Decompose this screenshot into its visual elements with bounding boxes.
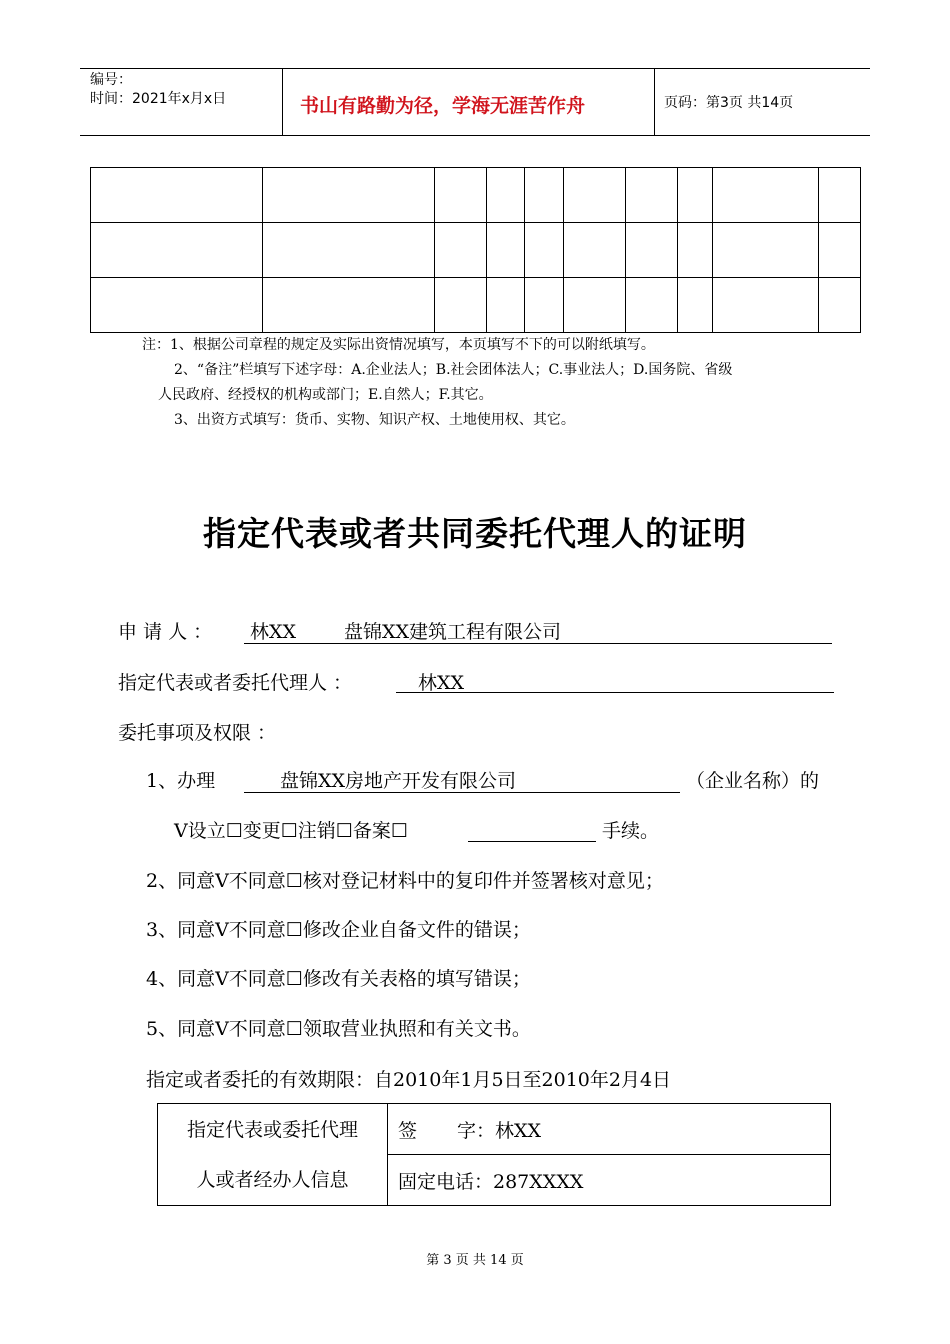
- item1-blank-underline: [468, 841, 596, 842]
- investor-table: [90, 167, 861, 333]
- applicant-underline: [244, 643, 832, 644]
- agent-label: 指定代表或者委托代理人 ：: [118, 672, 353, 694]
- item-3: 3、同意V不同意☐修改企业自备文件的错误；: [146, 919, 531, 941]
- header-divider: [654, 69, 655, 136]
- signature-label: 签: [398, 1119, 418, 1142]
- scope-label: 委托事项及权限 ：: [118, 722, 277, 744]
- header-divider: [282, 69, 283, 136]
- info-label-cell: [158, 1104, 388, 1206]
- item-5: 5、同意V不同意☐领取营业执照和有关文书。: [146, 1018, 531, 1040]
- item1-options: V设立☐变更☐注销☐备案☐: [174, 820, 408, 842]
- signature-cell: [388, 1104, 831, 1155]
- page-footer: 第 3 页 共 14 页: [426, 1253, 524, 1268]
- note-line-2: 2、“备注”栏填写下述字母：A.企业法人；B.社会团体法人；C.事业法人；D.国务院、省级: [174, 362, 733, 378]
- agent-underline: [396, 692, 834, 693]
- info-label-line-2: 人或者经办人信息: [196, 1168, 349, 1191]
- table-row: [91, 223, 861, 278]
- table-row: [158, 1104, 831, 1155]
- document-title: 指定代表或者共同委托代理人的证明: [203, 514, 747, 553]
- signature-value: 字：林XX: [457, 1119, 542, 1142]
- phone-cell: 固定电话：287XXXX: [388, 1155, 831, 1206]
- doc-time-label: 时间：2021年x月x日: [90, 91, 227, 107]
- item-2: 2、同意V不同意☐核对登记材料中的复印件并签署核对意见；: [146, 870, 664, 892]
- validity-period: 指定或者委托的有效期限：自2010年1月5日至2010年2月4日: [146, 1069, 672, 1091]
- item1-suffix: （企业名称）的: [686, 770, 820, 792]
- note-line-3: 人民政府、经授权的机构或部门；E.自然人；F.其它。: [158, 387, 493, 403]
- item1-company: 盘锦XX房地产开发有限公司: [280, 770, 517, 792]
- page-indicator: 页码：第3页 共14页: [664, 95, 794, 111]
- agent-name: 林XX: [418, 672, 465, 694]
- applicant-name: 林XX: [250, 621, 297, 643]
- table-row: [91, 278, 861, 333]
- agent-info-table: [157, 1103, 831, 1206]
- header-bottom-rule: [80, 135, 870, 136]
- table-row: [91, 168, 861, 223]
- info-label-line-1: 指定代表或委托代理: [186, 1118, 358, 1141]
- doc-number-label: 编号：: [90, 72, 132, 88]
- header-motto: 书山有路勤为径，学海无涯苦作舟: [300, 95, 586, 117]
- item1-company-underline: [244, 792, 680, 793]
- item-4: 4、同意V不同意☐修改有关表格的填写错误；: [146, 968, 531, 990]
- applicant-company: 盘锦XX建筑工程有限公司: [344, 621, 562, 643]
- item1-prefix: 1、办理: [146, 770, 216, 792]
- note-line-1: 注：1、根据公司章程的规定及实际出资情况填写，本页填写不下的可以附纸填写。: [142, 337, 655, 353]
- applicant-label: 申 请 人 ：: [118, 621, 213, 643]
- header-top-rule: [80, 68, 870, 69]
- note-line-4: 3、出资方式填写：货币、实物、知识产权、土地使用权、其它。: [174, 412, 575, 428]
- item1-end: 手续。: [602, 820, 660, 842]
